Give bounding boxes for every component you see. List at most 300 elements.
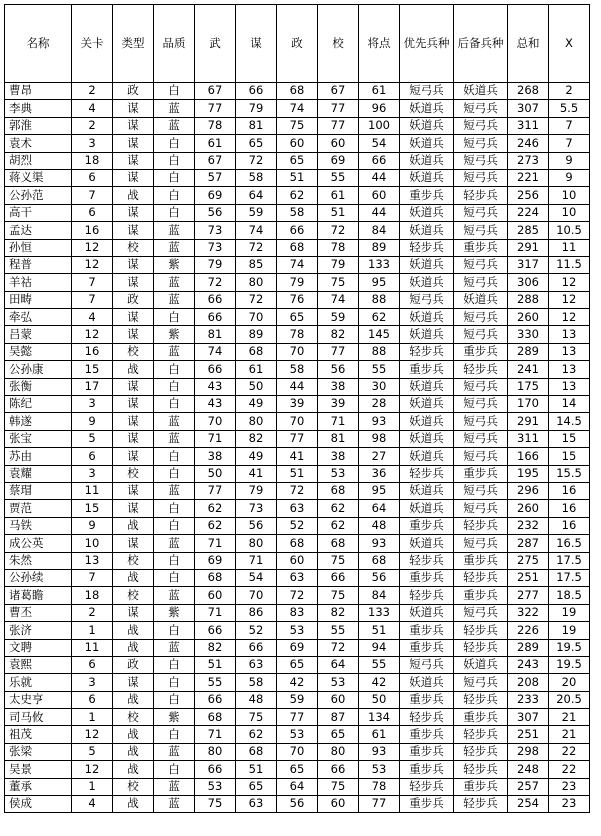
cell-reserve-troop: 轻步兵: [454, 517, 508, 534]
cell-type: 校: [113, 778, 154, 795]
header-type: 类型: [113, 5, 154, 83]
cell-stage: 5: [72, 743, 113, 760]
cell-politics: 53: [277, 726, 318, 743]
cell-command: 66: [318, 761, 359, 778]
cell-type: 谋: [113, 204, 154, 221]
cell-preferred-troop: 妖道兵: [400, 169, 454, 186]
cell-stage: 18: [72, 587, 113, 604]
cell-war: 62: [195, 500, 236, 517]
cell-total: 226: [508, 622, 549, 639]
cell-preferred-troop: 妖道兵: [400, 604, 454, 621]
cell-stage: 9: [72, 517, 113, 534]
cell-x: 17.5: [549, 552, 590, 569]
cell-preferred-troop: 妖道兵: [400, 274, 454, 291]
table-row: [5, 135, 590, 152]
cell-x: 15.5: [549, 465, 590, 482]
cell-preferred-troop: 短弓兵: [400, 656, 454, 673]
cell-quality: 白: [154, 378, 195, 395]
cell-command: 75: [318, 587, 359, 604]
cell-war: 66: [195, 291, 236, 308]
cell-strategy: 49: [236, 448, 277, 465]
cell-reserve-troop: 短弓兵: [454, 169, 508, 186]
cell-strategy: 58: [236, 169, 277, 186]
table-row: [5, 83, 590, 100]
table-row: [5, 413, 590, 430]
cell-war: 67: [195, 83, 236, 100]
cell-reserve-troop: 短弓兵: [454, 100, 508, 117]
cell-politics: 52: [277, 517, 318, 534]
cell-command: 53: [318, 465, 359, 482]
cell-command: 72: [318, 639, 359, 656]
cell-reserve-troop: 重步兵: [454, 778, 508, 795]
cell-total: 317: [508, 256, 549, 273]
cell-type: 战: [113, 796, 154, 813]
cell-x: 16.5: [549, 535, 590, 552]
cell-strategy: 65: [236, 778, 277, 795]
cell-total: 288: [508, 291, 549, 308]
cell-reserve-troop: 轻步兵: [454, 187, 508, 204]
cell-politics: 68: [277, 239, 318, 256]
cell-total: 170: [508, 396, 549, 413]
cell-x: 12: [549, 309, 590, 326]
cell-strategy: 75: [236, 709, 277, 726]
cell-type: 校: [113, 465, 154, 482]
header-general-points: 将点: [359, 5, 400, 83]
cell-stage: 6: [72, 691, 113, 708]
cell-stage: 6: [72, 448, 113, 465]
table-row: [5, 256, 590, 273]
cell-reserve-troop: 重步兵: [454, 587, 508, 604]
cell-politics: 70: [277, 743, 318, 760]
cell-x: 13: [549, 378, 590, 395]
cell-command: 78: [318, 239, 359, 256]
cell-strategy: 62: [236, 726, 277, 743]
cell-x: 19: [549, 604, 590, 621]
cell-quality: 蓝: [154, 413, 195, 430]
cell-war: 69: [195, 187, 236, 204]
cell-total: 175: [508, 378, 549, 395]
cell-command: 65: [318, 726, 359, 743]
cell-preferred-troop: 轻步兵: [400, 239, 454, 256]
cell-stage: 7: [72, 569, 113, 586]
cell-politics: 63: [277, 500, 318, 517]
cell-preferred-troop: 重步兵: [400, 622, 454, 639]
cell-strategy: 56: [236, 517, 277, 534]
cell-general-points: 93: [359, 535, 400, 552]
cell-type: 战: [113, 622, 154, 639]
cell-preferred-troop: 短弓兵: [400, 83, 454, 100]
cell-quality: 白: [154, 517, 195, 534]
cell-name: 袁熙: [5, 656, 72, 673]
cell-x: 10.5: [549, 222, 590, 239]
header-reserve-troop: 后备兵种: [454, 5, 508, 83]
cell-general-points: 95: [359, 274, 400, 291]
cell-war: 67: [195, 152, 236, 169]
cell-politics: 74: [277, 100, 318, 117]
cell-total: 256: [508, 187, 549, 204]
cell-general-points: 55: [359, 361, 400, 378]
cell-command: 55: [318, 622, 359, 639]
cell-war: 62: [195, 517, 236, 534]
cell-general-points: 51: [359, 622, 400, 639]
cell-total: 268: [508, 83, 549, 100]
cell-type: 战: [113, 761, 154, 778]
cell-quality: 白: [154, 361, 195, 378]
cell-reserve-troop: 短弓兵: [454, 326, 508, 343]
cell-politics: 53: [277, 622, 318, 639]
cell-x: 20: [549, 674, 590, 691]
table-row: [5, 639, 590, 656]
cell-general-points: 61: [359, 726, 400, 743]
cell-name: 吴景: [5, 761, 72, 778]
cell-stage: 1: [72, 709, 113, 726]
cell-total: 291: [508, 413, 549, 430]
cell-politics: 62: [277, 187, 318, 204]
cell-general-points: 84: [359, 222, 400, 239]
cell-preferred-troop: 重步兵: [400, 761, 454, 778]
cell-general-points: 50: [359, 691, 400, 708]
cell-total: 285: [508, 222, 549, 239]
cell-name: 贾范: [5, 500, 72, 517]
cell-quality: 蓝: [154, 343, 195, 360]
cell-name: 苏由: [5, 448, 72, 465]
table-row: [5, 239, 590, 256]
table-row: [5, 274, 590, 291]
cell-total: 251: [508, 726, 549, 743]
cell-politics: 77: [277, 430, 318, 447]
cell-total: 273: [508, 152, 549, 169]
cell-war: 55: [195, 674, 236, 691]
cell-politics: 58: [277, 361, 318, 378]
table-row: [5, 726, 590, 743]
cell-x: 16: [549, 500, 590, 517]
cell-politics: 75: [277, 117, 318, 134]
cell-quality: 蓝: [154, 117, 195, 134]
cell-command: 68: [318, 482, 359, 499]
cell-strategy: 80: [236, 274, 277, 291]
cell-command: 75: [318, 778, 359, 795]
header-command: 校: [318, 5, 359, 83]
cell-total: 221: [508, 169, 549, 186]
cell-reserve-troop: 轻步兵: [454, 743, 508, 760]
cell-total: 275: [508, 552, 549, 569]
cell-reserve-troop: 短弓兵: [454, 135, 508, 152]
cell-command: 60: [318, 135, 359, 152]
cell-reserve-troop: 重步兵: [454, 552, 508, 569]
cell-general-points: 56: [359, 569, 400, 586]
cell-quality: 白: [154, 448, 195, 465]
cell-reserve-troop: 轻步兵: [454, 726, 508, 743]
cell-general-points: 55: [359, 656, 400, 673]
cell-name: 蒋义渠: [5, 169, 72, 186]
cell-strategy: 70: [236, 309, 277, 326]
cell-preferred-troop: 重步兵: [400, 639, 454, 656]
cell-politics: 65: [277, 656, 318, 673]
cell-total: 208: [508, 674, 549, 691]
header-name: 名称: [5, 5, 72, 83]
cell-strategy: 72: [236, 152, 277, 169]
cell-reserve-troop: 短弓兵: [454, 396, 508, 413]
cell-name: 羊祜: [5, 274, 72, 291]
cell-reserve-troop: 妖道兵: [454, 83, 508, 100]
cell-name: 曹昂: [5, 83, 72, 100]
cell-name: 乐就: [5, 674, 72, 691]
cell-command: 69: [318, 152, 359, 169]
cell-command: 62: [318, 500, 359, 517]
cell-stage: 2: [72, 604, 113, 621]
cell-preferred-troop: 重步兵: [400, 361, 454, 378]
cell-name: 牵弘: [5, 309, 72, 326]
cell-stage: 3: [72, 465, 113, 482]
cell-name: 张衡: [5, 378, 72, 395]
cell-war: 66: [195, 309, 236, 326]
cell-stage: 5: [72, 430, 113, 447]
cell-stage: 2: [72, 117, 113, 134]
cell-stage: 18: [72, 152, 113, 169]
cell-war: 71: [195, 726, 236, 743]
cell-politics: 70: [277, 413, 318, 430]
cell-stage: 3: [72, 396, 113, 413]
cell-preferred-troop: 妖道兵: [400, 396, 454, 413]
cell-preferred-troop: 轻步兵: [400, 587, 454, 604]
cell-general-points: 66: [359, 152, 400, 169]
cell-quality: 白: [154, 622, 195, 639]
cell-general-points: 134: [359, 709, 400, 726]
cell-type: 战: [113, 726, 154, 743]
cell-x: 9: [549, 169, 590, 186]
cell-x: 21: [549, 726, 590, 743]
cell-strategy: 66: [236, 83, 277, 100]
cell-stage: 17: [72, 378, 113, 395]
cell-reserve-troop: 轻步兵: [454, 796, 508, 813]
table-row: [5, 517, 590, 534]
cell-general-points: 84: [359, 587, 400, 604]
cell-x: 10: [549, 204, 590, 221]
cell-command: 66: [318, 569, 359, 586]
table-row: [5, 204, 590, 221]
cell-preferred-troop: 重步兵: [400, 743, 454, 760]
cell-reserve-troop: 短弓兵: [454, 604, 508, 621]
table-row: [5, 152, 590, 169]
cell-reserve-troop: 短弓兵: [454, 117, 508, 134]
cell-preferred-troop: 轻步兵: [400, 778, 454, 795]
cell-command: 72: [318, 222, 359, 239]
cell-x: 13: [549, 343, 590, 360]
cell-politics: 74: [277, 256, 318, 273]
cell-x: 23: [549, 778, 590, 795]
cell-strategy: 51: [236, 761, 277, 778]
cell-general-points: 95: [359, 482, 400, 499]
table-row: [5, 117, 590, 134]
cell-command: 67: [318, 83, 359, 100]
cell-quality: 白: [154, 152, 195, 169]
cell-x: 19.5: [549, 656, 590, 673]
cell-stage: 6: [72, 656, 113, 673]
cell-quality: 蓝: [154, 222, 195, 239]
cell-preferred-troop: 妖道兵: [400, 100, 454, 117]
cell-command: 38: [318, 448, 359, 465]
cell-war: 77: [195, 482, 236, 499]
cell-total: 232: [508, 517, 549, 534]
cell-type: 校: [113, 709, 154, 726]
cell-stage: 11: [72, 482, 113, 499]
cell-general-points: 78: [359, 778, 400, 795]
cell-preferred-troop: 轻步兵: [400, 552, 454, 569]
cell-type: 谋: [113, 309, 154, 326]
cell-command: 60: [318, 796, 359, 813]
cell-politics: 78: [277, 326, 318, 343]
cell-type: 校: [113, 239, 154, 256]
cell-x: 10: [549, 187, 590, 204]
cell-war: 79: [195, 256, 236, 273]
cell-general-points: 27: [359, 448, 400, 465]
cell-type: 谋: [113, 500, 154, 517]
cell-total: 330: [508, 326, 549, 343]
cell-war: 38: [195, 448, 236, 465]
cell-preferred-troop: 短弓兵: [400, 291, 454, 308]
cell-type: 政: [113, 83, 154, 100]
table-row: [5, 100, 590, 117]
cell-general-points: 94: [359, 639, 400, 656]
cell-total: 233: [508, 691, 549, 708]
cell-name: 蔡瑁: [5, 482, 72, 499]
table-row: [5, 169, 590, 186]
table-row: [5, 778, 590, 795]
cell-stage: 12: [72, 326, 113, 343]
header-stage: 关卡: [72, 5, 113, 83]
cell-war: 70: [195, 413, 236, 430]
cell-war: 51: [195, 656, 236, 673]
cell-preferred-troop: 妖道兵: [400, 674, 454, 691]
header-preferred-troop: 优先兵种: [400, 5, 454, 83]
cell-politics: 41: [277, 448, 318, 465]
cell-politics: 51: [277, 169, 318, 186]
cell-x: 22: [549, 743, 590, 760]
cell-general-points: 60: [359, 187, 400, 204]
cell-stage: 12: [72, 256, 113, 273]
cell-quality: 白: [154, 761, 195, 778]
cell-politics: 79: [277, 274, 318, 291]
cell-war: 69: [195, 552, 236, 569]
cell-quality: 白: [154, 169, 195, 186]
cell-quality: 白: [154, 552, 195, 569]
cell-preferred-troop: 妖道兵: [400, 482, 454, 499]
cell-general-points: 30: [359, 378, 400, 395]
cell-stage: 15: [72, 500, 113, 517]
cell-quality: 紫: [154, 256, 195, 273]
cell-type: 谋: [113, 152, 154, 169]
cell-total: 289: [508, 343, 549, 360]
cell-name: 曹丕: [5, 604, 72, 621]
cell-command: 61: [318, 187, 359, 204]
cell-total: 322: [508, 604, 549, 621]
cell-politics: 56: [277, 796, 318, 813]
cell-name: 公孙范: [5, 187, 72, 204]
cell-type: 谋: [113, 430, 154, 447]
cell-total: 243: [508, 656, 549, 673]
cell-name: 朱然: [5, 552, 72, 569]
cell-command: 80: [318, 743, 359, 760]
table-row: [5, 709, 590, 726]
cell-strategy: 63: [236, 656, 277, 673]
cell-type: 战: [113, 743, 154, 760]
cell-name: 文聘: [5, 639, 72, 656]
cell-stage: 7: [72, 187, 113, 204]
cell-general-points: 61: [359, 83, 400, 100]
cell-stage: 1: [72, 622, 113, 639]
cell-strategy: 71: [236, 552, 277, 569]
cell-stage: 4: [72, 100, 113, 117]
cell-stage: 1: [72, 778, 113, 795]
cell-total: 307: [508, 709, 549, 726]
cell-stage: 4: [72, 796, 113, 813]
cell-general-points: 89: [359, 239, 400, 256]
cell-reserve-troop: 短弓兵: [454, 500, 508, 517]
cell-name: 韩遂: [5, 413, 72, 430]
cell-total: 224: [508, 204, 549, 221]
cell-stage: 12: [72, 239, 113, 256]
table-row: [5, 187, 590, 204]
cell-strategy: 48: [236, 691, 277, 708]
cell-war: 78: [195, 117, 236, 134]
cell-reserve-troop: 短弓兵: [454, 378, 508, 395]
cell-general-points: 44: [359, 204, 400, 221]
cell-quality: 蓝: [154, 639, 195, 656]
cell-general-points: 88: [359, 343, 400, 360]
cell-stage: 6: [72, 204, 113, 221]
cell-war: 81: [195, 326, 236, 343]
cell-preferred-troop: 妖道兵: [400, 152, 454, 169]
cell-general-points: 96: [359, 100, 400, 117]
cell-type: 校: [113, 552, 154, 569]
cell-strategy: 68: [236, 343, 277, 360]
cell-strategy: 74: [236, 222, 277, 239]
cell-quality: 蓝: [154, 778, 195, 795]
cell-x: 14.5: [549, 413, 590, 430]
cell-quality: 蓝: [154, 430, 195, 447]
cell-type: 谋: [113, 256, 154, 273]
cell-strategy: 63: [236, 796, 277, 813]
cell-total: 251: [508, 569, 549, 586]
cell-general-points: 36: [359, 465, 400, 482]
table-row: [5, 604, 590, 621]
cell-politics: 65: [277, 309, 318, 326]
cell-type: 谋: [113, 117, 154, 134]
cell-name: 公孙康: [5, 361, 72, 378]
data-table: [4, 4, 590, 813]
cell-x: 14: [549, 396, 590, 413]
cell-type: 谋: [113, 100, 154, 117]
cell-quality: 蓝: [154, 587, 195, 604]
cell-quality: 白: [154, 204, 195, 221]
cell-general-points: 98: [359, 430, 400, 447]
cell-quality: 蓝: [154, 743, 195, 760]
cell-politics: 83: [277, 604, 318, 621]
cell-quality: 蓝: [154, 239, 195, 256]
cell-stage: 3: [72, 135, 113, 152]
cell-total: 260: [508, 500, 549, 517]
cell-total: 246: [508, 135, 549, 152]
cell-war: 77: [195, 100, 236, 117]
cell-command: 75: [318, 552, 359, 569]
cell-reserve-troop: 短弓兵: [454, 674, 508, 691]
cell-command: 39: [318, 396, 359, 413]
cell-quality: 白: [154, 187, 195, 204]
cell-politics: 72: [277, 482, 318, 499]
table-row: [5, 674, 590, 691]
cell-war: 66: [195, 691, 236, 708]
cell-x: 15: [549, 430, 590, 447]
